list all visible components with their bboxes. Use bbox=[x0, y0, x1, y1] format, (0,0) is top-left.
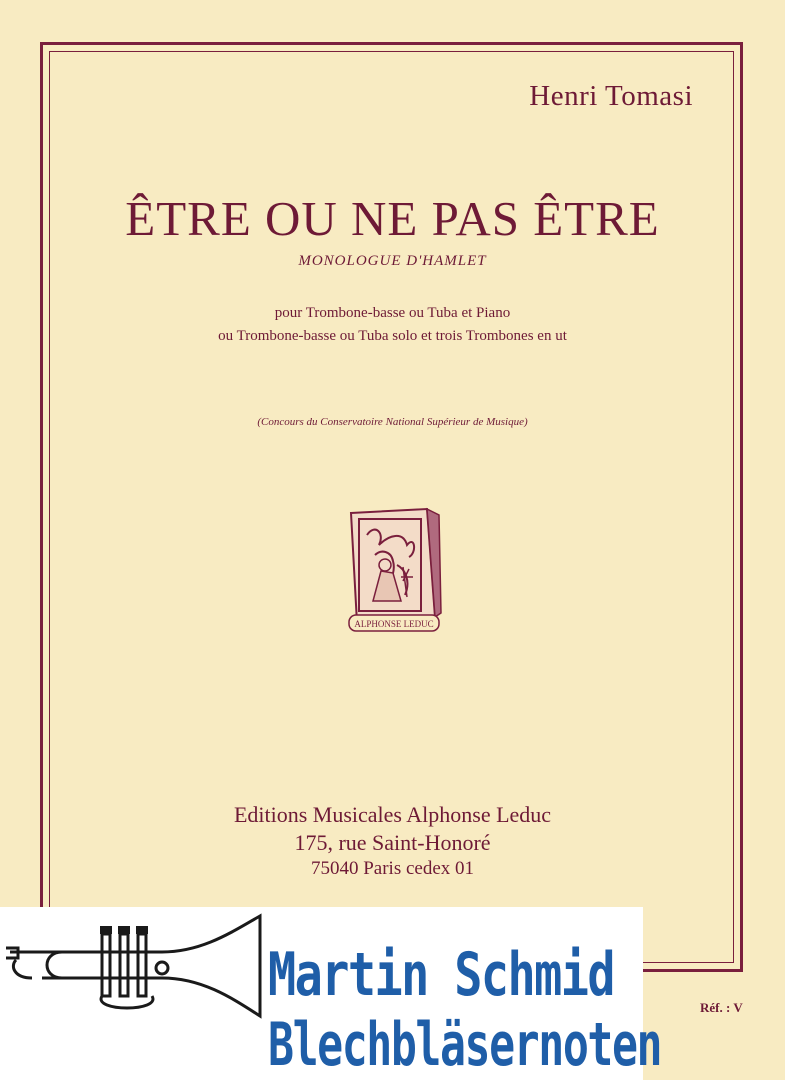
concours-note: (Concours du Conservatoire National Supérieur de Musique) bbox=[257, 416, 528, 428]
trumpet-icon bbox=[2, 912, 274, 1020]
watermark-line-2: Blechbläsernoten bbox=[268, 1010, 662, 1080]
work-title: ÊTRE OU NE PAS ÊTRE bbox=[125, 191, 660, 246]
instrumentation-line-2: ou Trombone-basse ou Tuba solo et trois Trombones en ut bbox=[218, 328, 567, 344]
composer-name: Henri Tomasi bbox=[529, 80, 693, 112]
reference-number: Réf. : V bbox=[700, 1000, 743, 1015]
instrumentation-line-1: pour Trombone-basse ou Tuba et Piano bbox=[274, 305, 511, 321]
publisher-street: 175, rue Saint-Honoré bbox=[294, 830, 491, 855]
logo-text: ALPHONSE LEDUC bbox=[354, 619, 434, 629]
publisher-name: Editions Musicales Alphonse Leduc bbox=[233, 802, 552, 827]
watermark-line-1: Martin Schmid bbox=[268, 940, 615, 1010]
work-subtitle: MONOLOGUE D'HAMLET bbox=[298, 253, 487, 269]
publisher-logo bbox=[345, 505, 445, 637]
publisher-city: 75040 Paris cedex 01 bbox=[310, 858, 475, 879]
